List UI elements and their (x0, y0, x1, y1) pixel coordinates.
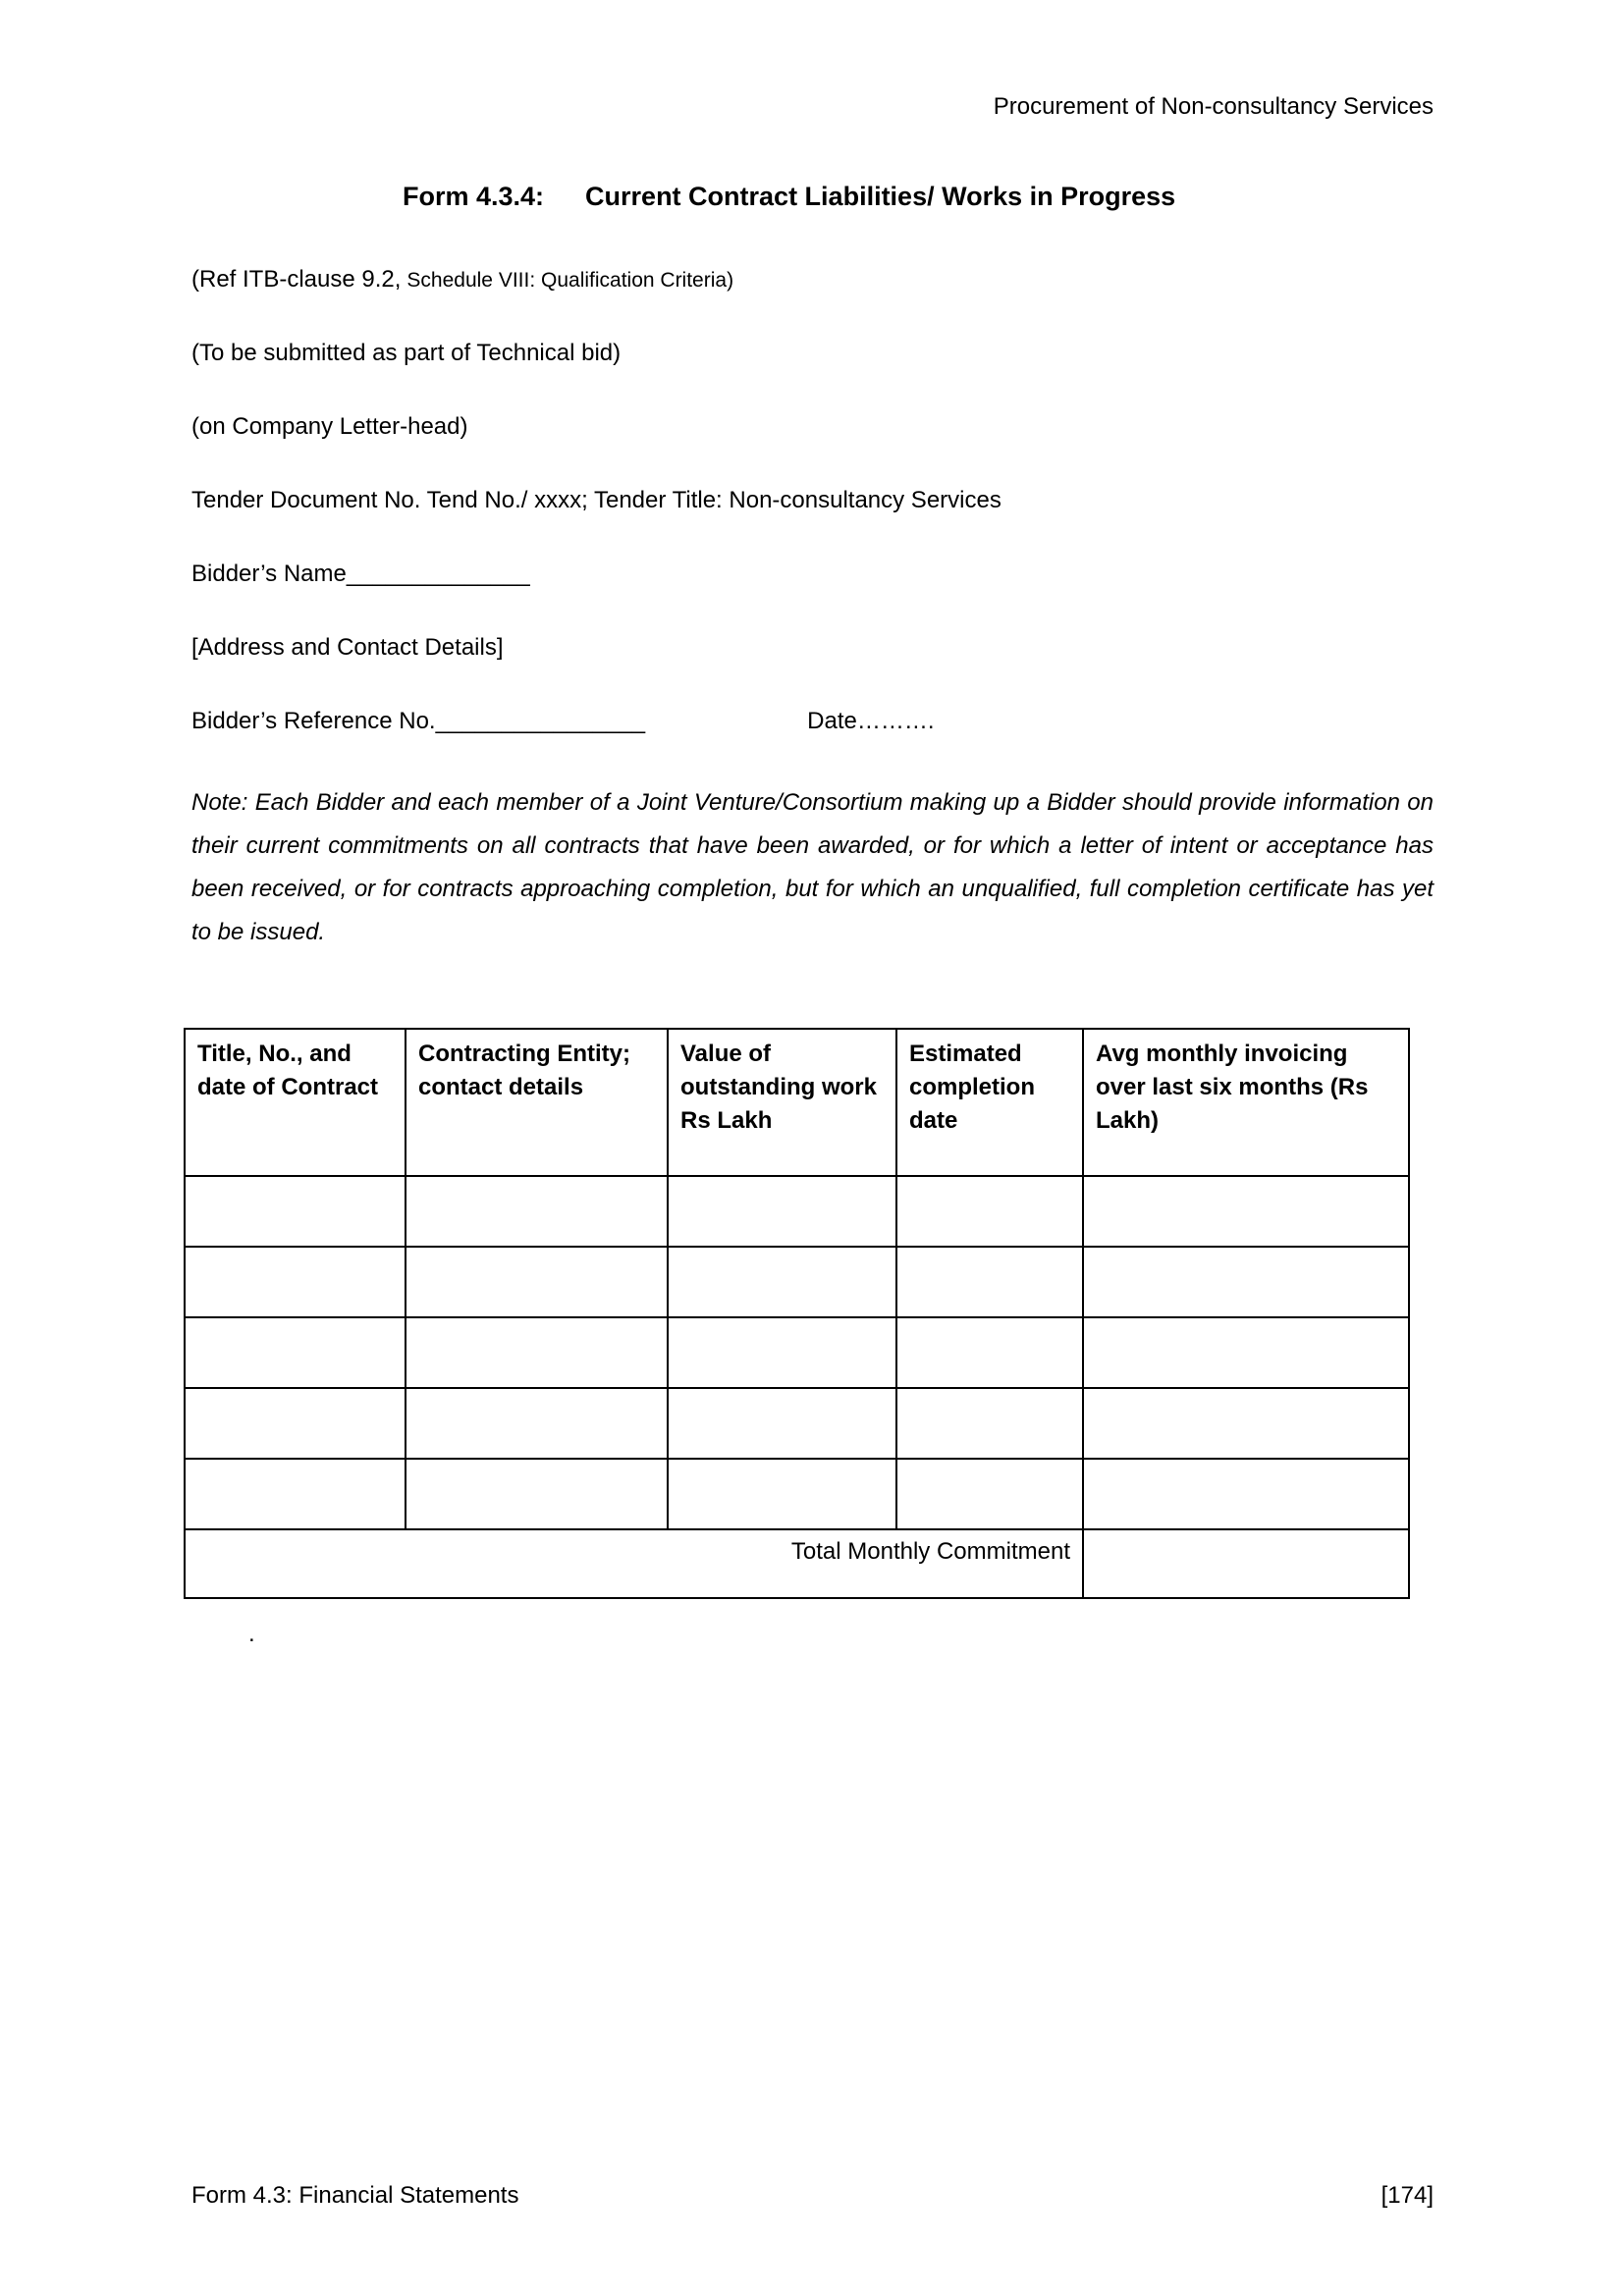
address-line: [Address and Contact Details] (191, 634, 504, 661)
total-row (185, 1529, 1409, 1598)
col-header-value-outstanding: Value of outstanding work Rs Lakh (668, 1029, 896, 1176)
footer-left-text: Form 4.3: Financial Statements (191, 2182, 519, 2209)
table-cell (406, 1247, 668, 1317)
note-paragraph: Note: Each Bidder and each member of a Joint Venture/Consortium making up a Bidder should provide information on their current commitments on all contracts that have been awarded, or for which a letter of intent or acceptance has been received, or for contracts approaching completion, but for which an unqualified, full completion certificate has yet to be issued. (191, 789, 1434, 945)
table-cell (896, 1459, 1083, 1529)
table-cell (406, 1459, 668, 1529)
table-row (185, 1247, 1409, 1317)
table-cell (406, 1317, 668, 1388)
form-title (403, 182, 1434, 212)
table-cell (185, 1247, 406, 1317)
bidder-name-line (191, 561, 1434, 588)
table-row (185, 1459, 1409, 1529)
col-header-avg-monthly-invoicing: Avg monthly invoicing over last six months (Rs Lakh) (1083, 1029, 1409, 1176)
table-cell (185, 1317, 406, 1388)
reference-line (191, 708, 1434, 735)
page-footer (191, 2182, 1434, 2210)
table-cell (406, 1176, 668, 1247)
bidder-name-label: Bidder’s Name (191, 561, 347, 587)
table-cell (668, 1247, 896, 1317)
ref-line (191, 266, 1434, 294)
ref-line-detail: Schedule VIII: Qualification Criteria) (406, 269, 734, 292)
table-row (185, 1176, 1409, 1247)
table-cell (185, 1176, 406, 1247)
table-cell (668, 1317, 896, 1388)
table-cell (668, 1388, 896, 1459)
table-cell (896, 1247, 1083, 1317)
table-cell (1083, 1388, 1409, 1459)
col-header-contracting-entity: Contracting Entity; contact details (406, 1029, 668, 1176)
header-text: Procurement of Non-consultancy Services (993, 93, 1434, 120)
table-cell (1083, 1459, 1409, 1529)
table-cell (185, 1459, 406, 1529)
col-header-title-no-date: Title, No., and date of Contract (185, 1029, 406, 1176)
table-row (185, 1388, 1409, 1459)
table-cell (1083, 1317, 1409, 1388)
table-cell (1083, 1247, 1409, 1317)
col-header-estimated-completion: Estimated completion date (896, 1029, 1083, 1176)
form-title-text: Current Contract Liabilities/ Works in Progress (585, 182, 1176, 211)
letterhead-line: (on Company Letter-head) (191, 413, 468, 440)
footer-page-number: [174] (1380, 2182, 1434, 2209)
reference-label: Bidder’s Reference No. (191, 708, 436, 734)
tender-line: Tender Document No. Tend No./ xxxx; Tender Title: Non-consultancy Services (191, 487, 1001, 513)
table-cell (668, 1176, 896, 1247)
contracts-table (184, 1028, 1410, 1599)
table-header-row (185, 1029, 1409, 1176)
table-cell (896, 1317, 1083, 1388)
ref-line-main: (Ref ITB-clause 9.2, (191, 266, 402, 293)
total-monthly-commitment-label: Total Monthly Commitment (185, 1529, 1083, 1598)
table-cell (1083, 1176, 1409, 1247)
table-row (185, 1317, 1409, 1388)
table-cell (406, 1388, 668, 1459)
table-cell (896, 1176, 1083, 1247)
table-cell (185, 1388, 406, 1459)
form-number: Form 4.3.4: (403, 182, 545, 211)
total-value-cell (1083, 1529, 1409, 1598)
table-cell (668, 1459, 896, 1529)
submission-line: (To be submitted as part of Technical bid) (191, 340, 622, 366)
reference-blank: ________________ (435, 708, 646, 734)
bidder-name-blank: ______________ (346, 561, 530, 587)
page-header (191, 93, 1434, 121)
stray-dot: . (248, 1620, 255, 1647)
date-label: Date………. (807, 708, 935, 734)
table-cell (896, 1388, 1083, 1459)
